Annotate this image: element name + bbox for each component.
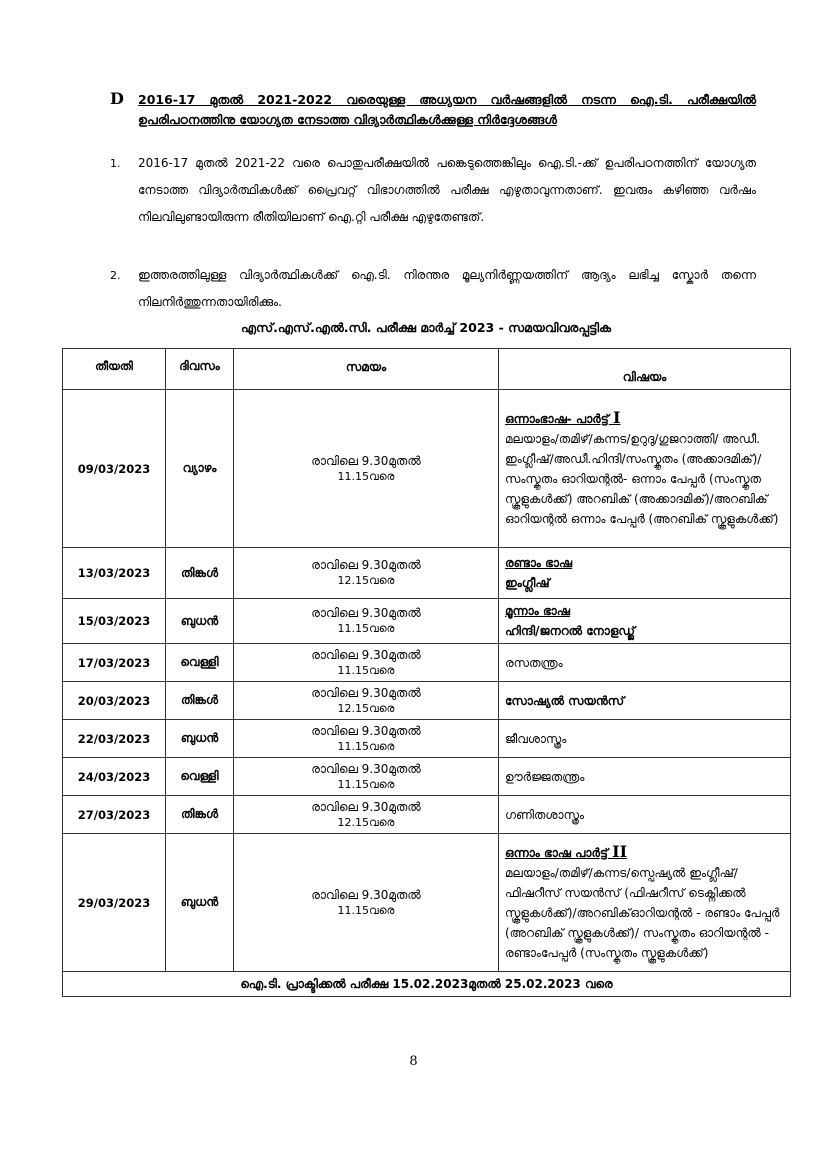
exam-time-start: രാവിലെ 9.30മുതൽ [311,453,421,468]
table-row [63,390,791,548]
exam-time [234,796,499,834]
exam-time-end: 11.15വരെ [337,622,395,635]
table-row [63,796,791,834]
exam-date: 27/03/2023 [63,796,166,834]
exam-time-end: 12.15വരെ [337,574,395,587]
exam-time [234,720,499,758]
subject-part-title [505,556,572,570]
exam-time [234,599,499,644]
exam-time-start: രാവിലെ 9.30മുതൽ [311,558,421,572]
exam-time-start: രാവിലെ 9.30മുതൽ [311,723,421,738]
exam-time [234,834,499,972]
exam-time-end: 11.15വരെ [337,663,395,677]
table-row [63,720,791,758]
exam-time [234,390,499,548]
header-date: തീയതി [63,349,166,390]
subject-detail: ഇംഗ്ലീഷ് [505,576,550,590]
note-number: 1. [110,157,121,170]
header-day: ദിവസം [166,349,234,390]
table-row [63,644,791,682]
table-row [63,682,791,720]
exam-date: 17/03/2023 [63,644,166,682]
exam-time [234,644,499,682]
exam-time-start: രാവിലെ 9.30മുതൽ [311,685,421,700]
exam-date: 15/03/2023 [63,599,166,644]
subject-detail: ഊർജ്ജതന്ത്രം [505,769,585,784]
table-row [63,599,791,644]
exam-date: 29/03/2023 [63,834,166,972]
note-text: ഇത്തരത്തിലുള്ള വിദ്യാർത്ഥികൾക്ക് ഐ.ടി. നിരന്തര മൂല്യനിർണ്ണയത്തിന് ആദ്യം ലഭിച്ച സ്കോർ തന്നെ നിലനിർത്തുന്നതായിരിക്കും. [138,268,756,309]
exam-time [234,758,499,796]
exam-time-start: രാവിലെ 9.30മുതൽ [311,761,421,776]
subject-part-label: രണ്ടാം ഭാഷ [505,556,573,570]
exam-time-end: 11.15വരെ [337,469,395,483]
exam-day: തിങ്കൾ [166,682,234,720]
note-item [110,262,756,314]
exam-time-start: രാവിലെ 9.30മുതൽ [311,647,421,662]
subject-detail: ഹിന്ദി/ജനറൽ നോളഡ്ജ് [505,624,635,638]
exam-date: 13/03/2023 [63,548,166,599]
subject-part-label: ഒന്നാംഭാഷ- പാർട്ട് [505,412,609,426]
exam-day: ബുധൻ [166,720,234,758]
exam-subject [499,599,791,644]
subject-part-title [505,408,621,427]
subject-part-roman: I [612,408,621,427]
subject-part-roman: II [612,842,628,861]
exam-date: 22/03/2023 [63,720,166,758]
exam-subject [499,390,791,548]
subject-part-title [505,604,570,618]
note-item [110,150,756,260]
exam-date: 20/03/2023 [63,682,166,720]
subject-detail: രസതന്ത്രം [505,655,563,670]
table-row [63,758,791,796]
timetable [62,348,791,997]
exam-day: വ്യാഴം [166,390,234,548]
exam-day: വെള്ളി [166,644,234,682]
exam-time-start: രാവിലെ 9.30മുതൽ [311,799,421,814]
exam-day: തിങ്കൾ [166,796,234,834]
exam-day: തിങ്കൾ [166,548,234,599]
exam-subject [499,720,791,758]
subject-detail: മലയാളം/തമിഴ്/കന്നട/സ്പെഷ്യൽ ഇംഗ്ലീഷ്/ ഫിഷറീസ് സയൻസ് (ഫിഷറീസ് ടെക്നിക്കൽ സ്കൂളുകൾക്ക്)/അറബിക്ഓറിയന്റൽ - രണ്ടാം പേപ്പർ (അറബിക് സ്കൂളുകൾക്ക്)/ സംസ്കൃതം ഓറിയന്റൽ - രണ്ടാംപേപ്പർ (സംസ്കൃതം സ്കൂളുകൾക്ക്) [505,866,780,960]
exam-time-end: 11.15വരെ [337,739,395,753]
exam-day: ബുധൻ [166,834,234,972]
exam-subject [499,758,791,796]
page-number: 8 [409,1054,418,1069]
exam-date: 09/03/2023 [63,390,166,548]
exam-subject [499,548,791,599]
subject-part-title [505,842,628,861]
exam-time-start: രാവിലെ 9.30മുതൽ [311,606,421,620]
table-header-row [63,349,791,390]
section-heading: 2016-17 മുതൽ 2021-2022 വരെയുള്ള അധ്യയന വർഷങ്ങളിൽ നടന്ന ഐ.ടി. പരീക്ഷയിൽ ഉപരിപഠനത്തിനു യോഗ്യത നേടാത്ത വിദ്യാർത്ഥികൾക്കുള്ള നിർദ്ദേശങ്ങൾ [138,92,756,127]
exam-subject [499,796,791,834]
practical-exam-note: ഐ.ടി. പ്രാക്ടിക്കൽ പരീക്ഷ 15.02.2023മുതൽ 25.02.2023 വരെ [63,972,791,997]
table-row [63,834,791,972]
note-text: 2016-17 മുതൽ 2021-22 വരെ പൊതുപരീക്ഷയിൽ പങ്കെടുത്തെങ്കിലും ഐ.ടി.-ക്ക് ഉപരിപഠനത്തിന് യോഗ്യത നേടാത്ത വിദ്യാർത്ഥികൾക്ക് പ്രൈവറ്റ് വിഭാഗത്തിൽ പരീക്ഷ എഴുതാവുന്നതാണ്. ഇവരും കഴിഞ്ഞ വർഷം നിലവിലുണ്ടായിരുന്ന രീതിയിലാണ് ഐ.റ്റി പരീക്ഷ എഴുതേണ്ടത്. [138,156,756,224]
timetable-title: എസ്.എസ്.എൽ.സി. പരീക്ഷ മാർച്ച് 2023 - സമയവിവരപ്പട്ടിക [240,320,612,335]
table-footer-row [63,972,791,997]
header-time: സമയം [234,349,499,390]
subject-part-label: മൂന്നാം ഭാഷ [505,604,570,618]
exam-subject [499,682,791,720]
header-subject: വിഷയം [499,349,791,390]
exam-time [234,682,499,720]
subject-detail: സോഷ്യൽ സയൻസ് [505,693,625,708]
exam-day: വെള്ളി [166,758,234,796]
table-row [63,548,791,599]
section-letter: D [110,89,124,108]
exam-subject [499,644,791,682]
subject-part-label: ഒന്നാം ഭാഷ പാർട്ട് [505,846,608,860]
exam-date: 24/03/2023 [63,758,166,796]
note-number: 2. [110,269,121,282]
exam-time [234,548,499,599]
exam-time-end: 12.15വരെ [337,701,395,715]
exam-time-end: 11.15വരെ [337,903,395,917]
exam-subject [499,834,791,972]
subject-detail: ജീവശാസ്ത്രം [505,731,567,746]
exam-time-end: 11.15വരെ [337,777,395,791]
exam-time-start: രാവിലെ 9.30മുതൽ [311,887,421,902]
subject-detail: മലയാളം/തമിഴ്/കന്നട/ഉറുദു/ഗുജറാത്തി/ അഡീ. ഇംഗ്ലീഷ്/അഡീ.ഹിന്ദി/സംസ്കൃതം (അക്കാദമിക്)/ സംസ്കൃതം ഓറിയന്റൽ- ഒന്നാം പേപ്പർ (സംസ്കൃത സ്കൂളുകൾക്ക്) അറബിക് (അക്കാദമിക്)/അറബിക് ഓറിയന്റൽ ഒന്നാം പേപ്പർ (അറബിക് സ്കൂളുകൾക്ക്) [505,432,779,526]
exam-time-end: 12.15വരെ [337,815,395,829]
subject-detail: ഗണിതശാസ്ത്രം [505,807,584,822]
exam-day: ബുധൻ [166,599,234,644]
